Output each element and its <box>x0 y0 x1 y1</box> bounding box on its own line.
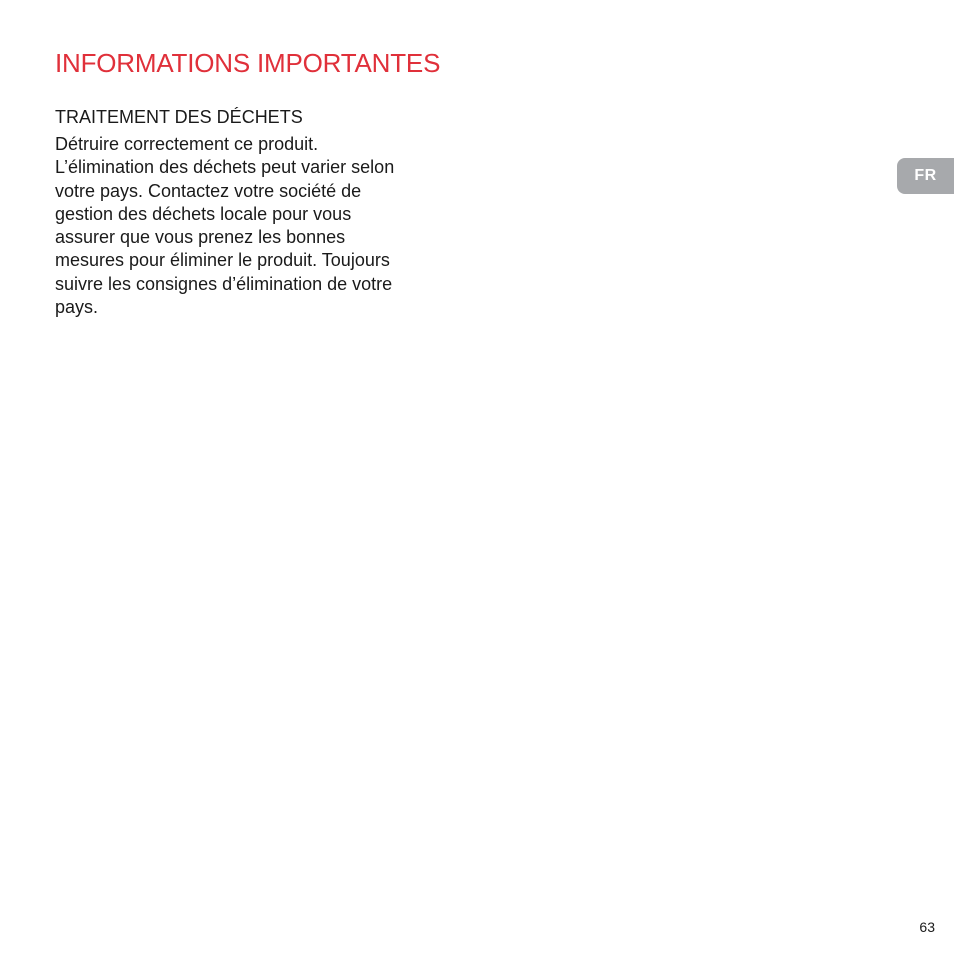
language-tab-fr: FR <box>897 158 954 194</box>
section-body-text: Détruire correctement ce produit. L’élimination des déchets peut varier selon votre pays. Contactez votre société de gestion des déchets locale pour vous assurer que vous prenez les bonnes mesures pour éliminer le produit. Toujours suivre les consignes d’élimination de votre pays. <box>55 134 395 318</box>
page-title: INFORMATIONS IMPORTANTES <box>55 48 441 78</box>
section-heading: TRAITEMENT DES DÉCHETS <box>55 107 303 127</box>
waste-disposal-section <box>55 106 445 319</box>
page-number: 63 <box>919 919 935 935</box>
